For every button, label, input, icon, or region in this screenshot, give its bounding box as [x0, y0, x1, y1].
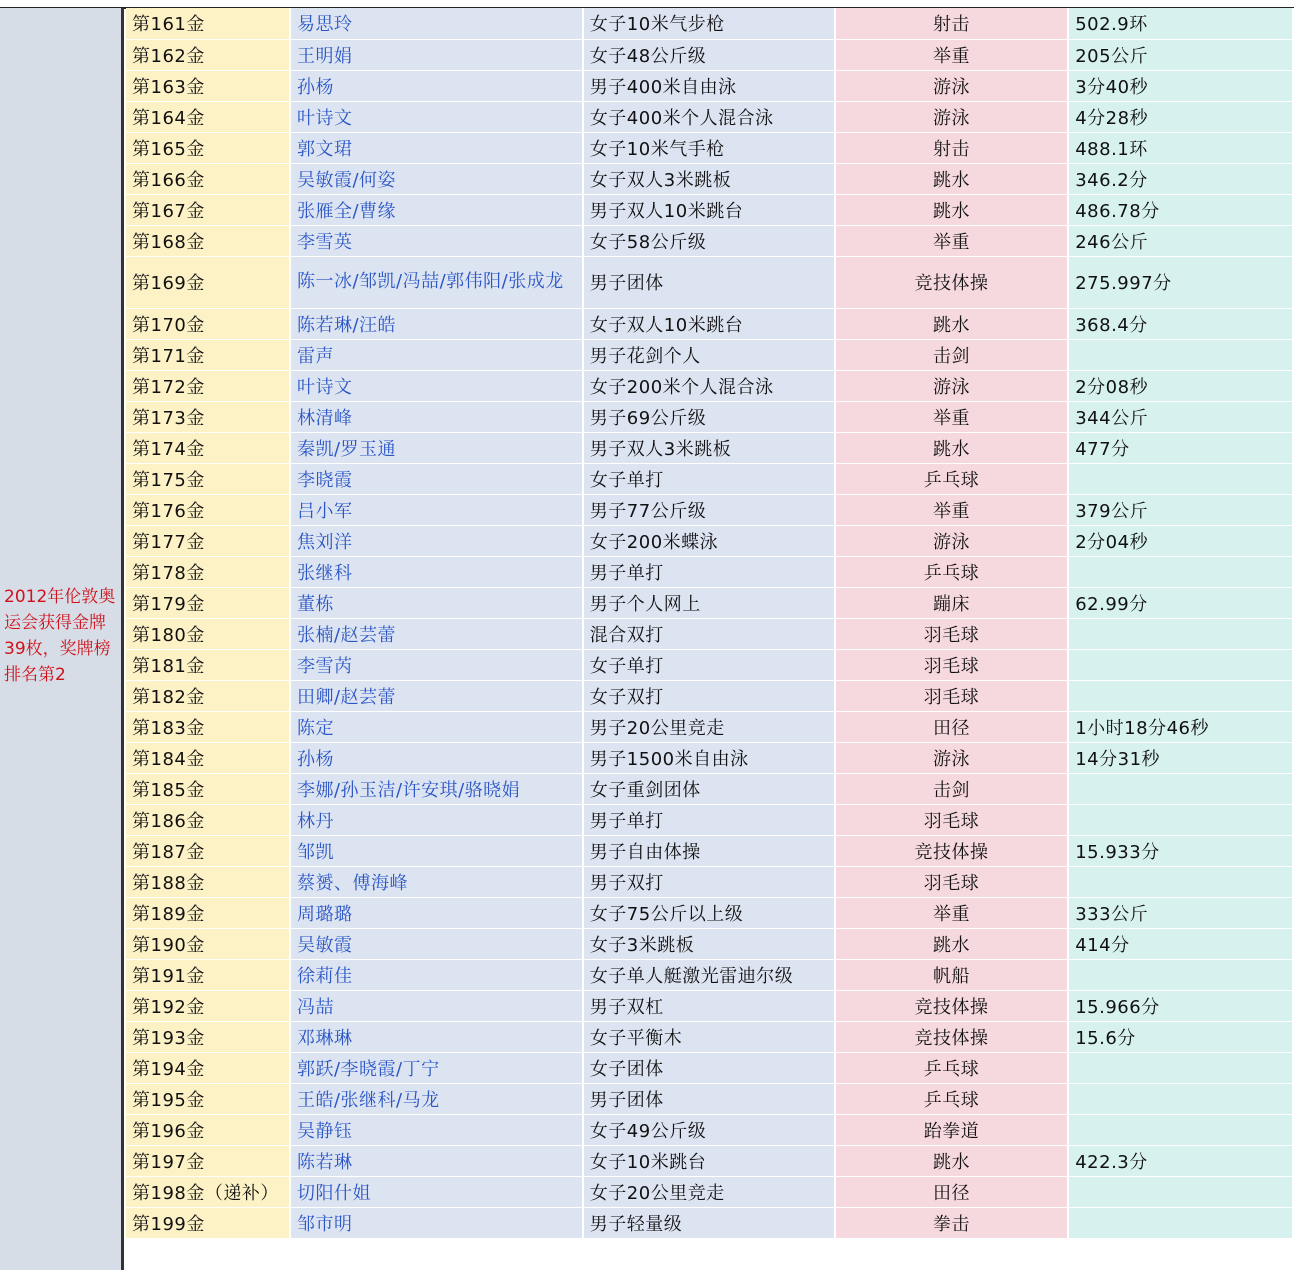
- medal-number: 第188金: [126, 866, 290, 897]
- table-row: [126, 1207, 1293, 1238]
- event-name: 男子单打: [583, 556, 835, 587]
- medal-number: 第168金: [126, 225, 290, 256]
- event-name: 女子49公斤级: [583, 1114, 835, 1145]
- table-row: [126, 463, 1293, 494]
- medal-number: 第192金: [126, 990, 290, 1021]
- athlete-name: 叶诗文: [290, 370, 583, 401]
- table-row: [126, 897, 1293, 928]
- table-row: [126, 835, 1293, 866]
- athlete-name: 林清峰: [290, 401, 583, 432]
- result-value: 15.933分: [1068, 835, 1293, 866]
- medal-number: 第199金: [126, 1207, 290, 1238]
- event-name: 男子400米自由泳: [583, 70, 835, 101]
- athlete-name: 陈定: [290, 711, 583, 742]
- table-row: [126, 1021, 1293, 1052]
- medal-number: 第184金: [126, 742, 290, 773]
- table-row: [126, 132, 1293, 163]
- result-value: 2分04秒: [1068, 525, 1293, 556]
- sport-name: 游泳: [835, 101, 1069, 132]
- table-row: [126, 8, 1293, 39]
- medal-number: 第173金: [126, 401, 290, 432]
- sport-name: 帆船: [835, 959, 1069, 990]
- sport-name: 举重: [835, 401, 1069, 432]
- table-body: [126, 8, 1293, 1238]
- athlete-name: 雷声: [290, 339, 583, 370]
- event-name: 女子单打: [583, 463, 835, 494]
- table-row: [126, 649, 1293, 680]
- sport-name: 跳水: [835, 194, 1069, 225]
- result-value: 205公斤: [1068, 39, 1293, 70]
- sport-name: 竞技体操: [835, 835, 1069, 866]
- table-row: [126, 494, 1293, 525]
- sport-name: 竞技体操: [835, 256, 1069, 308]
- sport-name: 跳水: [835, 163, 1069, 194]
- table-row: [126, 70, 1293, 101]
- sport-name: 羽毛球: [835, 804, 1069, 835]
- result-value: 275.997分: [1068, 256, 1293, 308]
- event-name: 女子3米跳板: [583, 928, 835, 959]
- result-value: [1068, 1176, 1293, 1207]
- sport-name: 竞技体操: [835, 990, 1069, 1021]
- athlete-name: 李雪芮: [290, 649, 583, 680]
- sport-name: 乒乓球: [835, 556, 1069, 587]
- table-row: [126, 101, 1293, 132]
- sport-name: 乒乓球: [835, 463, 1069, 494]
- athlete-name: 张雁全/曹缘: [290, 194, 583, 225]
- sport-name: 跳水: [835, 928, 1069, 959]
- sport-name: 羽毛球: [835, 618, 1069, 649]
- result-value: 333公斤: [1068, 897, 1293, 928]
- table-row: [126, 525, 1293, 556]
- sport-name: 拳击: [835, 1207, 1069, 1238]
- event-name: 女子双人3米跳板: [583, 163, 835, 194]
- medal-number: 第164金: [126, 101, 290, 132]
- medal-number: 第185金: [126, 773, 290, 804]
- event-name: 女子单打: [583, 649, 835, 680]
- medal-number: 第197金: [126, 1145, 290, 1176]
- table-row: [126, 711, 1293, 742]
- medal-number: 第187金: [126, 835, 290, 866]
- athlete-name: 陈若琳: [290, 1145, 583, 1176]
- medal-number: 第162金: [126, 39, 290, 70]
- result-value: [1068, 1207, 1293, 1238]
- medal-number: 第177金: [126, 525, 290, 556]
- result-value: 246公斤: [1068, 225, 1293, 256]
- event-name: 男子1500米自由泳: [583, 742, 835, 773]
- athlete-name: 切阳什姐: [290, 1176, 583, 1207]
- result-value: [1068, 1083, 1293, 1114]
- table-row: [126, 339, 1293, 370]
- result-value: 14分31秒: [1068, 742, 1293, 773]
- result-value: 1小时18分46秒: [1068, 711, 1293, 742]
- table-row: [126, 1176, 1293, 1207]
- result-value: 502.9环: [1068, 8, 1293, 39]
- medal-number: 第198金（递补）: [126, 1176, 290, 1207]
- table-row: [126, 1114, 1293, 1145]
- sport-name: 击剑: [835, 339, 1069, 370]
- medal-number: 第182金: [126, 680, 290, 711]
- medal-number: 第170金: [126, 308, 290, 339]
- athlete-name: 董栋: [290, 587, 583, 618]
- sport-name: 跳水: [835, 1145, 1069, 1176]
- athlete-name: 冯喆: [290, 990, 583, 1021]
- medal-number: 第195金: [126, 1083, 290, 1114]
- result-value: [1068, 866, 1293, 897]
- athlete-name: 王明娟: [290, 39, 583, 70]
- event-name: 女子平衡木: [583, 1021, 835, 1052]
- sport-name: 田径: [835, 711, 1069, 742]
- event-name: 男子轻量级: [583, 1207, 835, 1238]
- sport-name: 游泳: [835, 370, 1069, 401]
- sport-name: 田径: [835, 1176, 1069, 1207]
- result-value: 414分: [1068, 928, 1293, 959]
- result-value: 488.1环: [1068, 132, 1293, 163]
- table-row: [126, 1052, 1293, 1083]
- athlete-name: 李雪英: [290, 225, 583, 256]
- sport-name: 跳水: [835, 308, 1069, 339]
- result-value: [1068, 463, 1293, 494]
- gold-medal-table: [126, 8, 1294, 1239]
- table-row: [126, 1145, 1293, 1176]
- result-value: 344公斤: [1068, 401, 1293, 432]
- event-name: 女子200米个人混合泳: [583, 370, 835, 401]
- result-value: [1068, 680, 1293, 711]
- sport-name: 羽毛球: [835, 649, 1069, 680]
- athlete-name: 孙杨: [290, 70, 583, 101]
- result-value: 422.3分: [1068, 1145, 1293, 1176]
- sport-name: 举重: [835, 494, 1069, 525]
- event-name: 女子双打: [583, 680, 835, 711]
- result-value: [1068, 959, 1293, 990]
- medal-number: 第183金: [126, 711, 290, 742]
- sport-name: 射击: [835, 8, 1069, 39]
- sport-name: 射击: [835, 132, 1069, 163]
- event-name: 女子200米蝶泳: [583, 525, 835, 556]
- event-name: 女子双人10米跳台: [583, 308, 835, 339]
- medal-number: 第172金: [126, 370, 290, 401]
- sport-name: 羽毛球: [835, 680, 1069, 711]
- sport-name: 跆拳道: [835, 1114, 1069, 1145]
- athlete-name: 林丹: [290, 804, 583, 835]
- result-value: 368.4分: [1068, 308, 1293, 339]
- event-name: 男子花剑个人: [583, 339, 835, 370]
- result-value: [1068, 773, 1293, 804]
- table-row: [126, 39, 1293, 70]
- athlete-name: 邹市明: [290, 1207, 583, 1238]
- athlete-name: 周璐璐: [290, 897, 583, 928]
- result-value: 379公斤: [1068, 494, 1293, 525]
- athlete-name: 张继科: [290, 556, 583, 587]
- table-row: [126, 680, 1293, 711]
- period-cell: [0, 8, 124, 1270]
- result-value: [1068, 649, 1293, 680]
- table-row: [126, 194, 1293, 225]
- athlete-name: 孙杨: [290, 742, 583, 773]
- medal-number: 第180金: [126, 618, 290, 649]
- athlete-name: 邓琳琳: [290, 1021, 583, 1052]
- event-name: 女子重剑团体: [583, 773, 835, 804]
- athlete-name: 吴敏霞/何姿: [290, 163, 583, 194]
- event-name: 男子双杠: [583, 990, 835, 1021]
- sport-name: 乒乓球: [835, 1083, 1069, 1114]
- sport-name: 游泳: [835, 525, 1069, 556]
- sport-name: 竞技体操: [835, 1021, 1069, 1052]
- result-value: [1068, 339, 1293, 370]
- medal-number: 第165金: [126, 132, 290, 163]
- event-name: 女子10米气手枪: [583, 132, 835, 163]
- athlete-name: 焦刘洋: [290, 525, 583, 556]
- result-value: 4分28秒: [1068, 101, 1293, 132]
- athlete-name: 陈若琳/汪皓: [290, 308, 583, 339]
- sport-name: 游泳: [835, 742, 1069, 773]
- medal-number: 第191金: [126, 959, 290, 990]
- athlete-name: 郭跃/李晓霞/丁宁: [290, 1052, 583, 1083]
- athlete-name: 蔡赟、傅海峰: [290, 866, 583, 897]
- table-row: [126, 225, 1293, 256]
- result-value: 2分08秒: [1068, 370, 1293, 401]
- athlete-name: 王皓/张继科/马龙: [290, 1083, 583, 1114]
- medal-number: 第194金: [126, 1052, 290, 1083]
- medal-number: 第167金: [126, 194, 290, 225]
- event-name: 男子团体: [583, 1083, 835, 1114]
- sport-name: 羽毛球: [835, 866, 1069, 897]
- athlete-name: 吕小军: [290, 494, 583, 525]
- result-value: 15.6分: [1068, 1021, 1293, 1052]
- table-row: [126, 959, 1293, 990]
- event-name: 男子20公里竞走: [583, 711, 835, 742]
- event-name: 男子个人网上: [583, 587, 835, 618]
- event-name: 女子团体: [583, 1052, 835, 1083]
- event-name: 男子双打: [583, 866, 835, 897]
- athlete-name: 邹凯: [290, 835, 583, 866]
- medal-number: 第175金: [126, 463, 290, 494]
- table-row: [126, 370, 1293, 401]
- medal-number: 第193金: [126, 1021, 290, 1052]
- result-value: [1068, 804, 1293, 835]
- medal-number: 第171金: [126, 339, 290, 370]
- table-row: [126, 308, 1293, 339]
- medal-number: 第176金: [126, 494, 290, 525]
- medal-number: 第161金: [126, 8, 290, 39]
- sport-name: 举重: [835, 39, 1069, 70]
- athlete-name: 吴敏霞: [290, 928, 583, 959]
- athlete-name: 李晓霞: [290, 463, 583, 494]
- table-row: [126, 618, 1293, 649]
- event-name: 男子自由体操: [583, 835, 835, 866]
- athlete-name: 吴静钰: [290, 1114, 583, 1145]
- event-name: 女子48公斤级: [583, 39, 835, 70]
- event-name: 女子400米个人混合泳: [583, 101, 835, 132]
- table-row: [126, 587, 1293, 618]
- table-row: [126, 773, 1293, 804]
- medal-number: 第179金: [126, 587, 290, 618]
- sport-name: 游泳: [835, 70, 1069, 101]
- result-value: [1068, 1114, 1293, 1145]
- event-name: 男子双人3米跳板: [583, 432, 835, 463]
- table-row: [126, 804, 1293, 835]
- athlete-name: 叶诗文: [290, 101, 583, 132]
- athlete-name: 郭文珺: [290, 132, 583, 163]
- result-value: 15.966分: [1068, 990, 1293, 1021]
- event-name: 男子团体: [583, 256, 835, 308]
- event-name: 男子单打: [583, 804, 835, 835]
- table-row: [126, 256, 1293, 308]
- sport-name: 击剑: [835, 773, 1069, 804]
- sport-name: 举重: [835, 225, 1069, 256]
- medal-number: 第174金: [126, 432, 290, 463]
- event-name: 女子10米跳台: [583, 1145, 835, 1176]
- result-value: [1068, 618, 1293, 649]
- result-value: 62.99分: [1068, 587, 1293, 618]
- event-name: 男子双人10米跳台: [583, 194, 835, 225]
- medal-number: 第163金: [126, 70, 290, 101]
- result-value: 477分: [1068, 432, 1293, 463]
- result-value: [1068, 556, 1293, 587]
- table-row: [126, 1083, 1293, 1114]
- athlete-name: 徐莉佳: [290, 959, 583, 990]
- table-row: [126, 990, 1293, 1021]
- medal-number: 第196金: [126, 1114, 290, 1145]
- event-name: 女子单人艇激光雷迪尔级: [583, 959, 835, 990]
- sport-name: 举重: [835, 897, 1069, 928]
- medal-number: 第169金: [126, 256, 290, 308]
- result-value: 346.2分: [1068, 163, 1293, 194]
- medal-number: 第190金: [126, 928, 290, 959]
- result-value: [1068, 1052, 1293, 1083]
- table-row: [126, 401, 1293, 432]
- table-row: [126, 556, 1293, 587]
- table-row: [126, 432, 1293, 463]
- athlete-name: 秦凯/罗玉通: [290, 432, 583, 463]
- event-name: 女子75公斤以上级: [583, 897, 835, 928]
- athlete-name: 田卿/赵芸蕾: [290, 680, 583, 711]
- event-name: 女子20公里竞走: [583, 1176, 835, 1207]
- event-name: 混合双打: [583, 618, 835, 649]
- sport-name: 乒乓球: [835, 1052, 1069, 1083]
- table-row: [126, 742, 1293, 773]
- athlete-name: 李娜/孙玉洁/许安琪/骆晓娟: [290, 773, 583, 804]
- result-value: 486.78分: [1068, 194, 1293, 225]
- table-row: [126, 866, 1293, 897]
- medal-number: 第181金: [126, 649, 290, 680]
- sport-name: 蹦床: [835, 587, 1069, 618]
- sport-name: 跳水: [835, 432, 1069, 463]
- event-name: 女子58公斤级: [583, 225, 835, 256]
- athlete-name: 易思玲: [290, 8, 583, 39]
- medal-number: 第189金: [126, 897, 290, 928]
- athlete-name: 陈一冰/邹凯/冯喆/郭伟阳/张成龙: [290, 256, 583, 308]
- result-value: 3分40秒: [1068, 70, 1293, 101]
- medal-number: 第178金: [126, 556, 290, 587]
- event-name: 女子10米气步枪: [583, 8, 835, 39]
- period-label: 2012年伦敦奥运会获得金牌39枚，奖牌榜排名第2: [4, 587, 116, 685]
- event-name: 男子77公斤级: [583, 494, 835, 525]
- medal-number: 第186金: [126, 804, 290, 835]
- event-name: 男子69公斤级: [583, 401, 835, 432]
- medal-number: 第166金: [126, 163, 290, 194]
- table-row: [126, 928, 1293, 959]
- athlete-name: 张楠/赵芸蕾: [290, 618, 583, 649]
- table-row: [126, 163, 1293, 194]
